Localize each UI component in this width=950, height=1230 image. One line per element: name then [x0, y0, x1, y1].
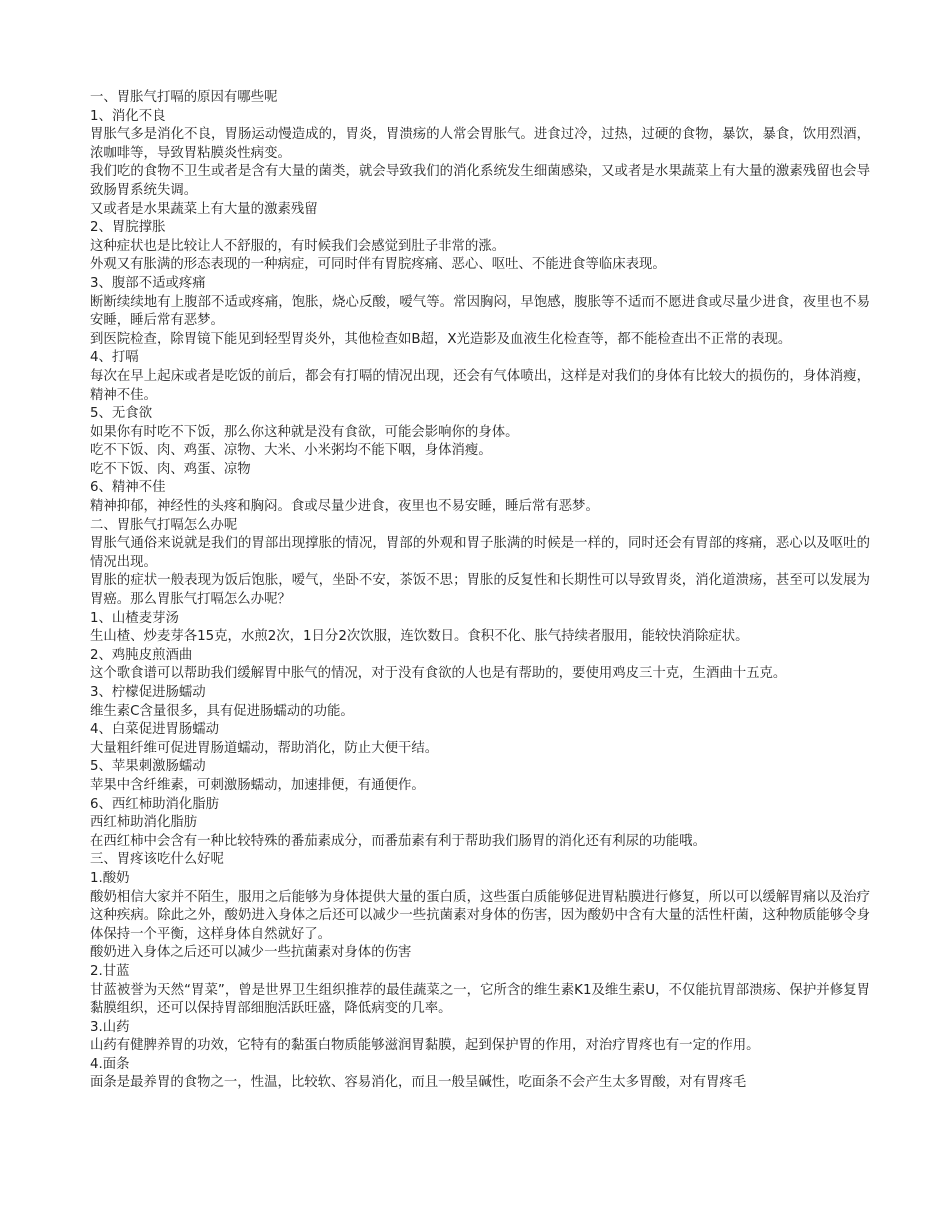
subsection-heading: 2.甘蓝 — [90, 963, 130, 979]
document-body — [90, 89, 870, 1093]
paragraph: 胃胀的症状一般表现为饭后饱胀，嗳气，坐卧不安，茶饭不思；胃胀的反复性和长期性可以导致胃炎，消化道溃疡，甚至可以发展为胃癌。那么胃胀气打嗝怎么办呢？ — [90, 573, 870, 608]
paragraph: 这个歌食谱可以帮助我们缓解胃中胀气的情况，对于没有食欲的人也是有帮助的，要使用鸡皮三十克，生酒曲十五克。 — [90, 666, 787, 682]
subsection-heading: 4、打嗝 — [90, 350, 139, 366]
subsection-heading: 2、鸡肫皮煎酒曲 — [90, 647, 193, 663]
subsection-heading: 1.酸奶 — [90, 870, 130, 886]
paragraph: 如果你有时吃不下饭，那么你这种就是没有食欲，可能会影响你的身体。 — [90, 424, 519, 440]
subsection-heading: 6、精神不佳 — [90, 480, 166, 496]
subsection-heading: 5、无食欲 — [90, 406, 153, 422]
paragraph: 甘蓝被誉为天然“胃菜”，曾是世界卫生组织推荐的最佳蔬菜之一，它所含的维生素K1及维生素U，不仅能抗胃部溃疡、保护并修复胃黏膜组织，还可以保持胃部细胞活跃旺盛，降低病变的几率。 — [90, 982, 870, 1017]
paragraph: 酸奶进入身体之后还可以减少一些抗菌素对身体的伤害 — [90, 945, 412, 961]
paragraph: 酸奶相信大家并不陌生，服用之后能够为身体提供大量的蛋白质，这些蛋白质能够促进胃粘膜进行修复，所以可以缓解胃痛以及治疗这种疾病。除此之外，酸奶进入身体之后还可以减少一些抗菌素对身体的伤害，因为酸奶中含有大量的活性杆菌，这种物质能够令身体保持一个平衡，这样身体自然就好了。 — [90, 889, 870, 942]
paragraph: 生山楂、炒麦芽各15克，水煎2次，1日分2次饮服，连饮数日。食积不化、胀气持续者服用，能较快消除症状。 — [90, 629, 749, 645]
subsection-heading: 2、胃脘撑胀 — [90, 220, 166, 236]
subsection-heading: 1、消化不良 — [90, 108, 166, 124]
paragraph: 面条是最养胃的食物之一，性温，比较软、容易消化，而且一般呈碱性，吃面条不会产生太多胃酸，对有胃疼毛 — [90, 1075, 747, 1091]
section-heading: 三、胃疼该吃什么好呢 — [90, 852, 224, 868]
paragraph: 这种症状也是比较让人不舒服的，有时候我们会感觉到肚子非常的涨。 — [90, 238, 506, 254]
subsection-heading: 4、白菜促进胃肠蠕动 — [90, 722, 220, 738]
paragraph: 我们吃的食物不卫生或者是含有大量的菌类，就会导致我们的消化系统发生细菌感染，又或者是水果蔬菜上有大量的激素残留也会导致肠胃系统失调。 — [90, 164, 870, 198]
paragraph: 又或者是水果蔬菜上有大量的激素残留 — [90, 201, 318, 217]
subsection-heading: 3.山药 — [90, 1019, 130, 1035]
paragraph: 大量粗纤维可促进胃肠道蠕动，帮助消化，防止大便干结。 — [90, 740, 439, 756]
paragraph: 苹果中含纤维素，可刺激肠蠕动，加速排便，有通便作。 — [90, 777, 425, 793]
paragraph: 西红柿助消化脂肪 — [90, 815, 198, 831]
paragraph: 吃不下饭、肉、鸡蛋、凉物、大米、小米粥均不能下咽，身体消瘦。 — [90, 443, 492, 459]
subsection-heading: 6、西红柿助消化脂肪 — [90, 796, 220, 812]
paragraph: 断断续续地有上腹部不适或疼痛，饱胀，烧心反酸，嗳气等。常因胸闷，早饱感，腹胀等不适而不愿进食或尽量少进食，夜里也不易安睡，睡后常有恶梦。 — [90, 294, 870, 329]
paragraph: 外观又有胀满的形态表现的一种病症，可同时伴有胃脘疼痛、恶心、呕吐、不能进食等临床表现。 — [90, 257, 666, 273]
subsection-heading: 4.面条 — [90, 1056, 130, 1072]
subsection-heading: 3、柠檬促进肠蠕动 — [90, 685, 206, 700]
section-heading: 二、胃胀气打嗝怎么办呢 — [90, 517, 238, 533]
subsection-heading: 3、腹部不适或疼痛 — [90, 275, 206, 291]
paragraph: 胃胀气多是消化不良，胃肠运动慢造成的，胃炎，胃溃疡的人常会胃胀气。进食过冷，过热，过硬的食物，暴饮，暴食，饮用烈酒，浓咖啡等，导致胃粘膜炎性病变。 — [90, 127, 870, 161]
paragraph: 山药有健脾养胃的功效，它特有的黏蛋白物质能够滋润胃黏膜，起到保护胃的作用，对治疗胃疼也有一定的作用。 — [90, 1038, 760, 1054]
section-heading: 一、胃胀气打嗝的原因有哪些呢 — [90, 90, 278, 105]
subsection-heading: 5、苹果刺激肠蠕动 — [90, 759, 206, 775]
paragraph: 维生素C含量很多，具有促进肠蠕动的功能。 — [90, 703, 354, 719]
paragraph: 吃不下饭、肉、鸡蛋、凉物 — [90, 461, 251, 477]
paragraph: 到医院检查，除胃镜下能见到轻型胃炎外，其他检查如B超，X光造影及血液生化检查等，都不能检查出不正常的表现。 — [90, 331, 792, 347]
paragraph: 精神抑郁，神经性的头疼和胸闷。食或尽量少进食，夜里也不易安睡，睡后常有恶梦。 — [90, 499, 599, 515]
paragraph: 在西红柿中会含有一种比较特殊的番茄素成分，而番茄素有利于帮助我们肠胃的消化还有利尿的功能哦。 — [90, 833, 706, 849]
subsection-heading: 1、山楂麦芽汤 — [90, 610, 179, 626]
paragraph: 胃胀气通俗来说就是我们的胃部出现撑胀的情况，胃部的外观和胃子胀满的时候是一样的，同时还会有胃部的疼痛，恶心以及呕吐的情况出现。 — [90, 536, 870, 570]
paragraph: 每次在早上起床或者是吃饭的前后，都会有打嗝的情况出现，还会有气体喷出，这样是对我们的身体有比较大的损伤的，身体消瘦，精神不佳。 — [90, 368, 870, 403]
